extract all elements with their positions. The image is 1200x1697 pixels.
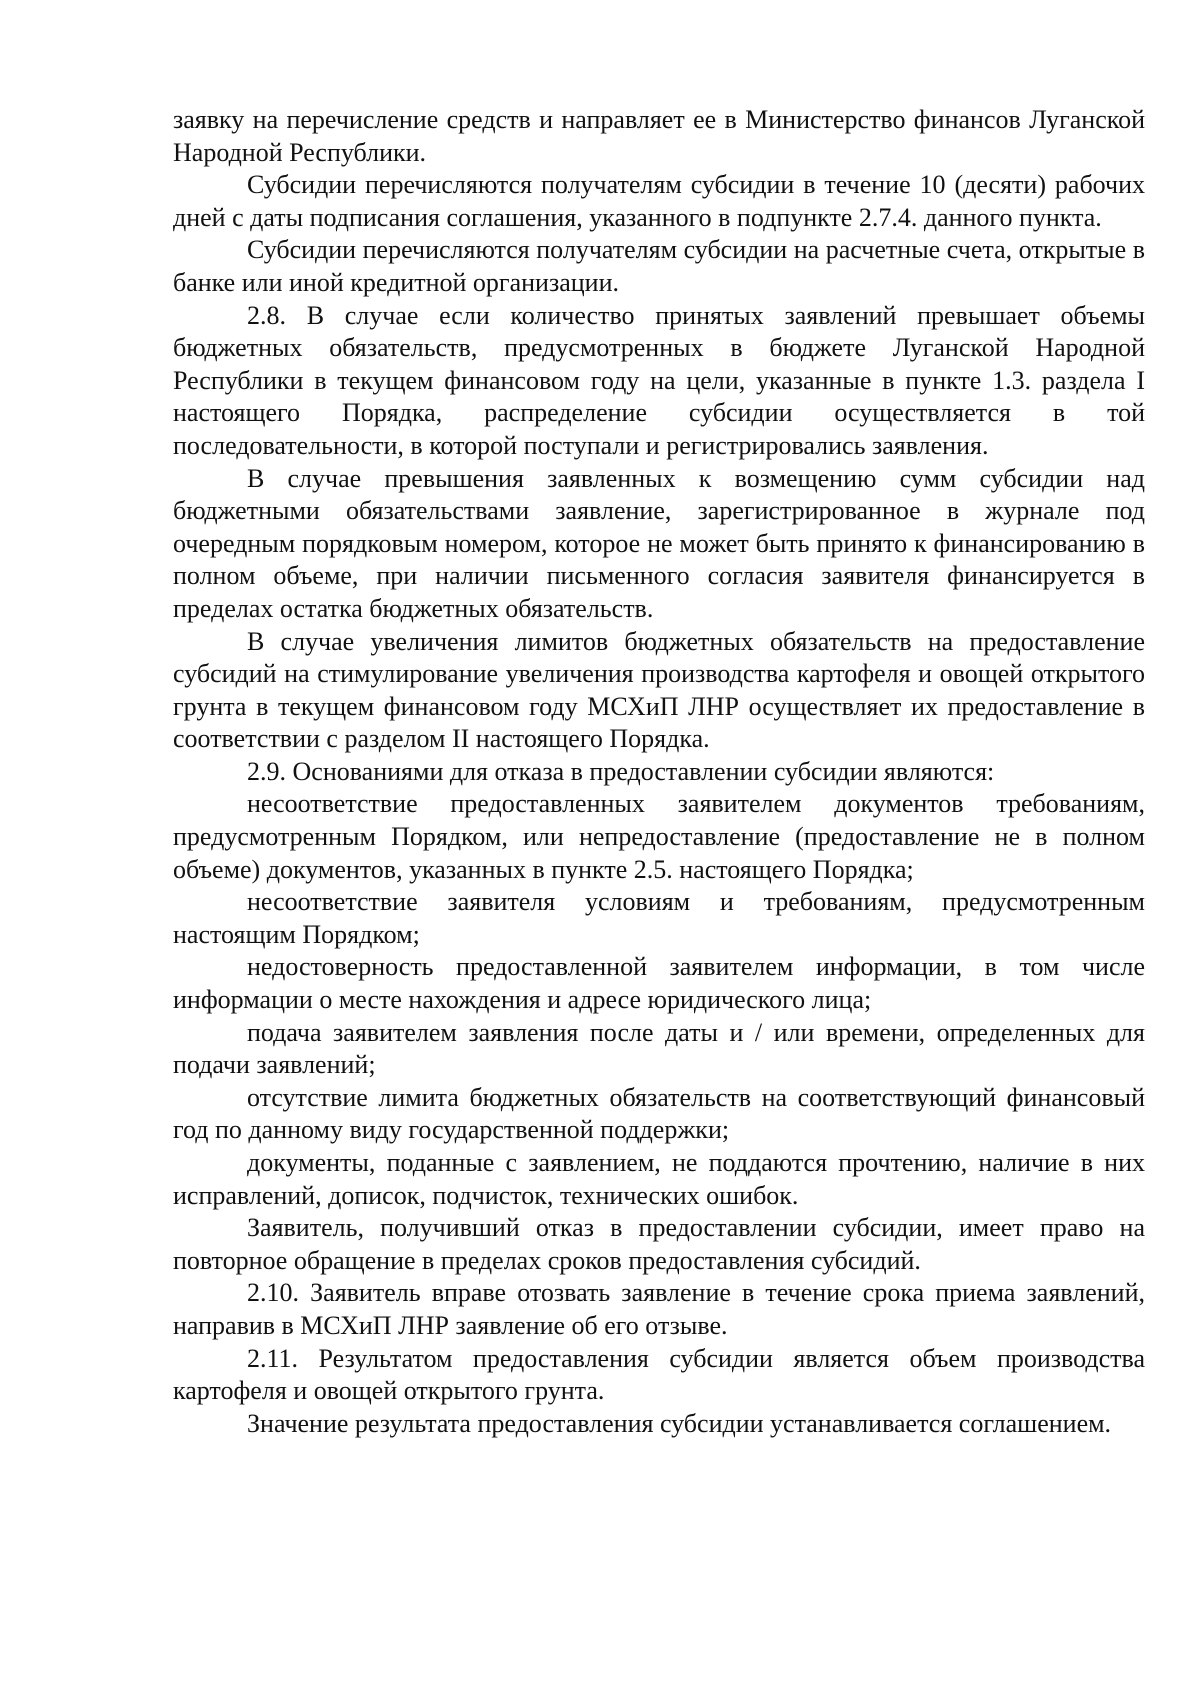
paragraph-reapplication: Заявитель, получивший отказ в предоставлении субсидии, имеет право на повторное обращение в пределах сроков предоставления субсидий.: [173, 1213, 1145, 1275]
paragraph-excess-claims: В случае превышения заявленных к возмещению сумм субсидии над бюджетными обязательствами заявление, зарегистрированное в журнале под очередным порядковым номером, которое не может быть принято к финансированию в полном объеме, при наличии письменного согласия заявителя финансируется в пределах остатка бюджетных обязательств.: [173, 463, 1145, 623]
paragraph-2-9: 2.9. Основаниями для отказа в предоставлении субсидии являются:: [247, 756, 995, 786]
paragraph-limit-increase: В случае увеличения лимитов бюджетных обязательств на предоставление субсидий на стимулирование увеличения производства картофеля и овощей открытого грунта в текущем финансовом году МСХиП ЛНР осуществляет их предоставление в соответствии с разделом II настоящего Порядка.: [173, 626, 1145, 754]
list-item-late-submission: подача заявителем заявления после даты и / или времени, определенных для подачи заявлений;: [173, 1017, 1145, 1080]
paragraph-2-11: 2.11. Результатом предоставления субсидии является объем производства картофеля и овощей открытого грунта.: [173, 1343, 1145, 1406]
list-item-applicant-mismatch: несоответствие заявителя условиям и требованиям, предусмотренным настоящим Порядком;: [173, 887, 1145, 949]
paragraph-result-value: Значение результата предоставления субсидии устанавливается соглашением.: [247, 1408, 1112, 1438]
list-item-false-information: недостоверность предоставленной заявителем информации, в том числе информации о месте нахождения и адресе юридического лица;: [173, 952, 1145, 1015]
paragraph-transfer-accounts: Субсидии перечисляются получателям субсидии на расчетные счета, открытые в банке или иной кредитной организации.: [173, 235, 1145, 297]
document-page: [173, 104, 1145, 1440]
paragraph-2-8: 2.8. В случае если количество принятых заявлений превышает объемы бюджетных обязательств, предусмотренных в бюджете Луганской Народной Республики в текущем финансовом году на цели, указанные в пункте 1.3. раздела I настоящего Порядка, распределение субсидии осуществляется в той последовательности, в которой поступали и регистрировались заявления.: [173, 300, 1145, 460]
paragraph-transfer-term: Субсидии перечисляются получателям субсидии в течение 10 (десяти) рабочих дней с даты подписания соглашения, указанного в подпункте 2.7.4. данного пункта.: [173, 170, 1145, 232]
list-item-no-limit: отсутствие лимита бюджетных обязательств на соответствующий финансовый год по данному виду государственной поддержки;: [173, 1082, 1145, 1145]
paragraph-continuation: заявку на перечисление средств и направляет ее в Министерство финансов Луганской Народной Республики.: [173, 105, 1145, 167]
paragraph-2-10: 2.10. Заявитель вправе отозвать заявление в течение срока приема заявлений, направив в МСХиП ЛНР заявление об его отзыве.: [173, 1278, 1145, 1340]
list-item-documents-mismatch: несоответствие предоставленных заявителем документов требованиям, предусмотренным Порядком, или непредоставление (предоставление не в полном объеме) документов, указанных в пункте 2.5. настоящего Порядка;: [173, 789, 1145, 884]
list-item-unreadable-documents: документы, поданные с заявлением, не поддаются прочтению, наличие в них исправлений, дописок, подчисток, технических ошибок.: [173, 1148, 1145, 1210]
